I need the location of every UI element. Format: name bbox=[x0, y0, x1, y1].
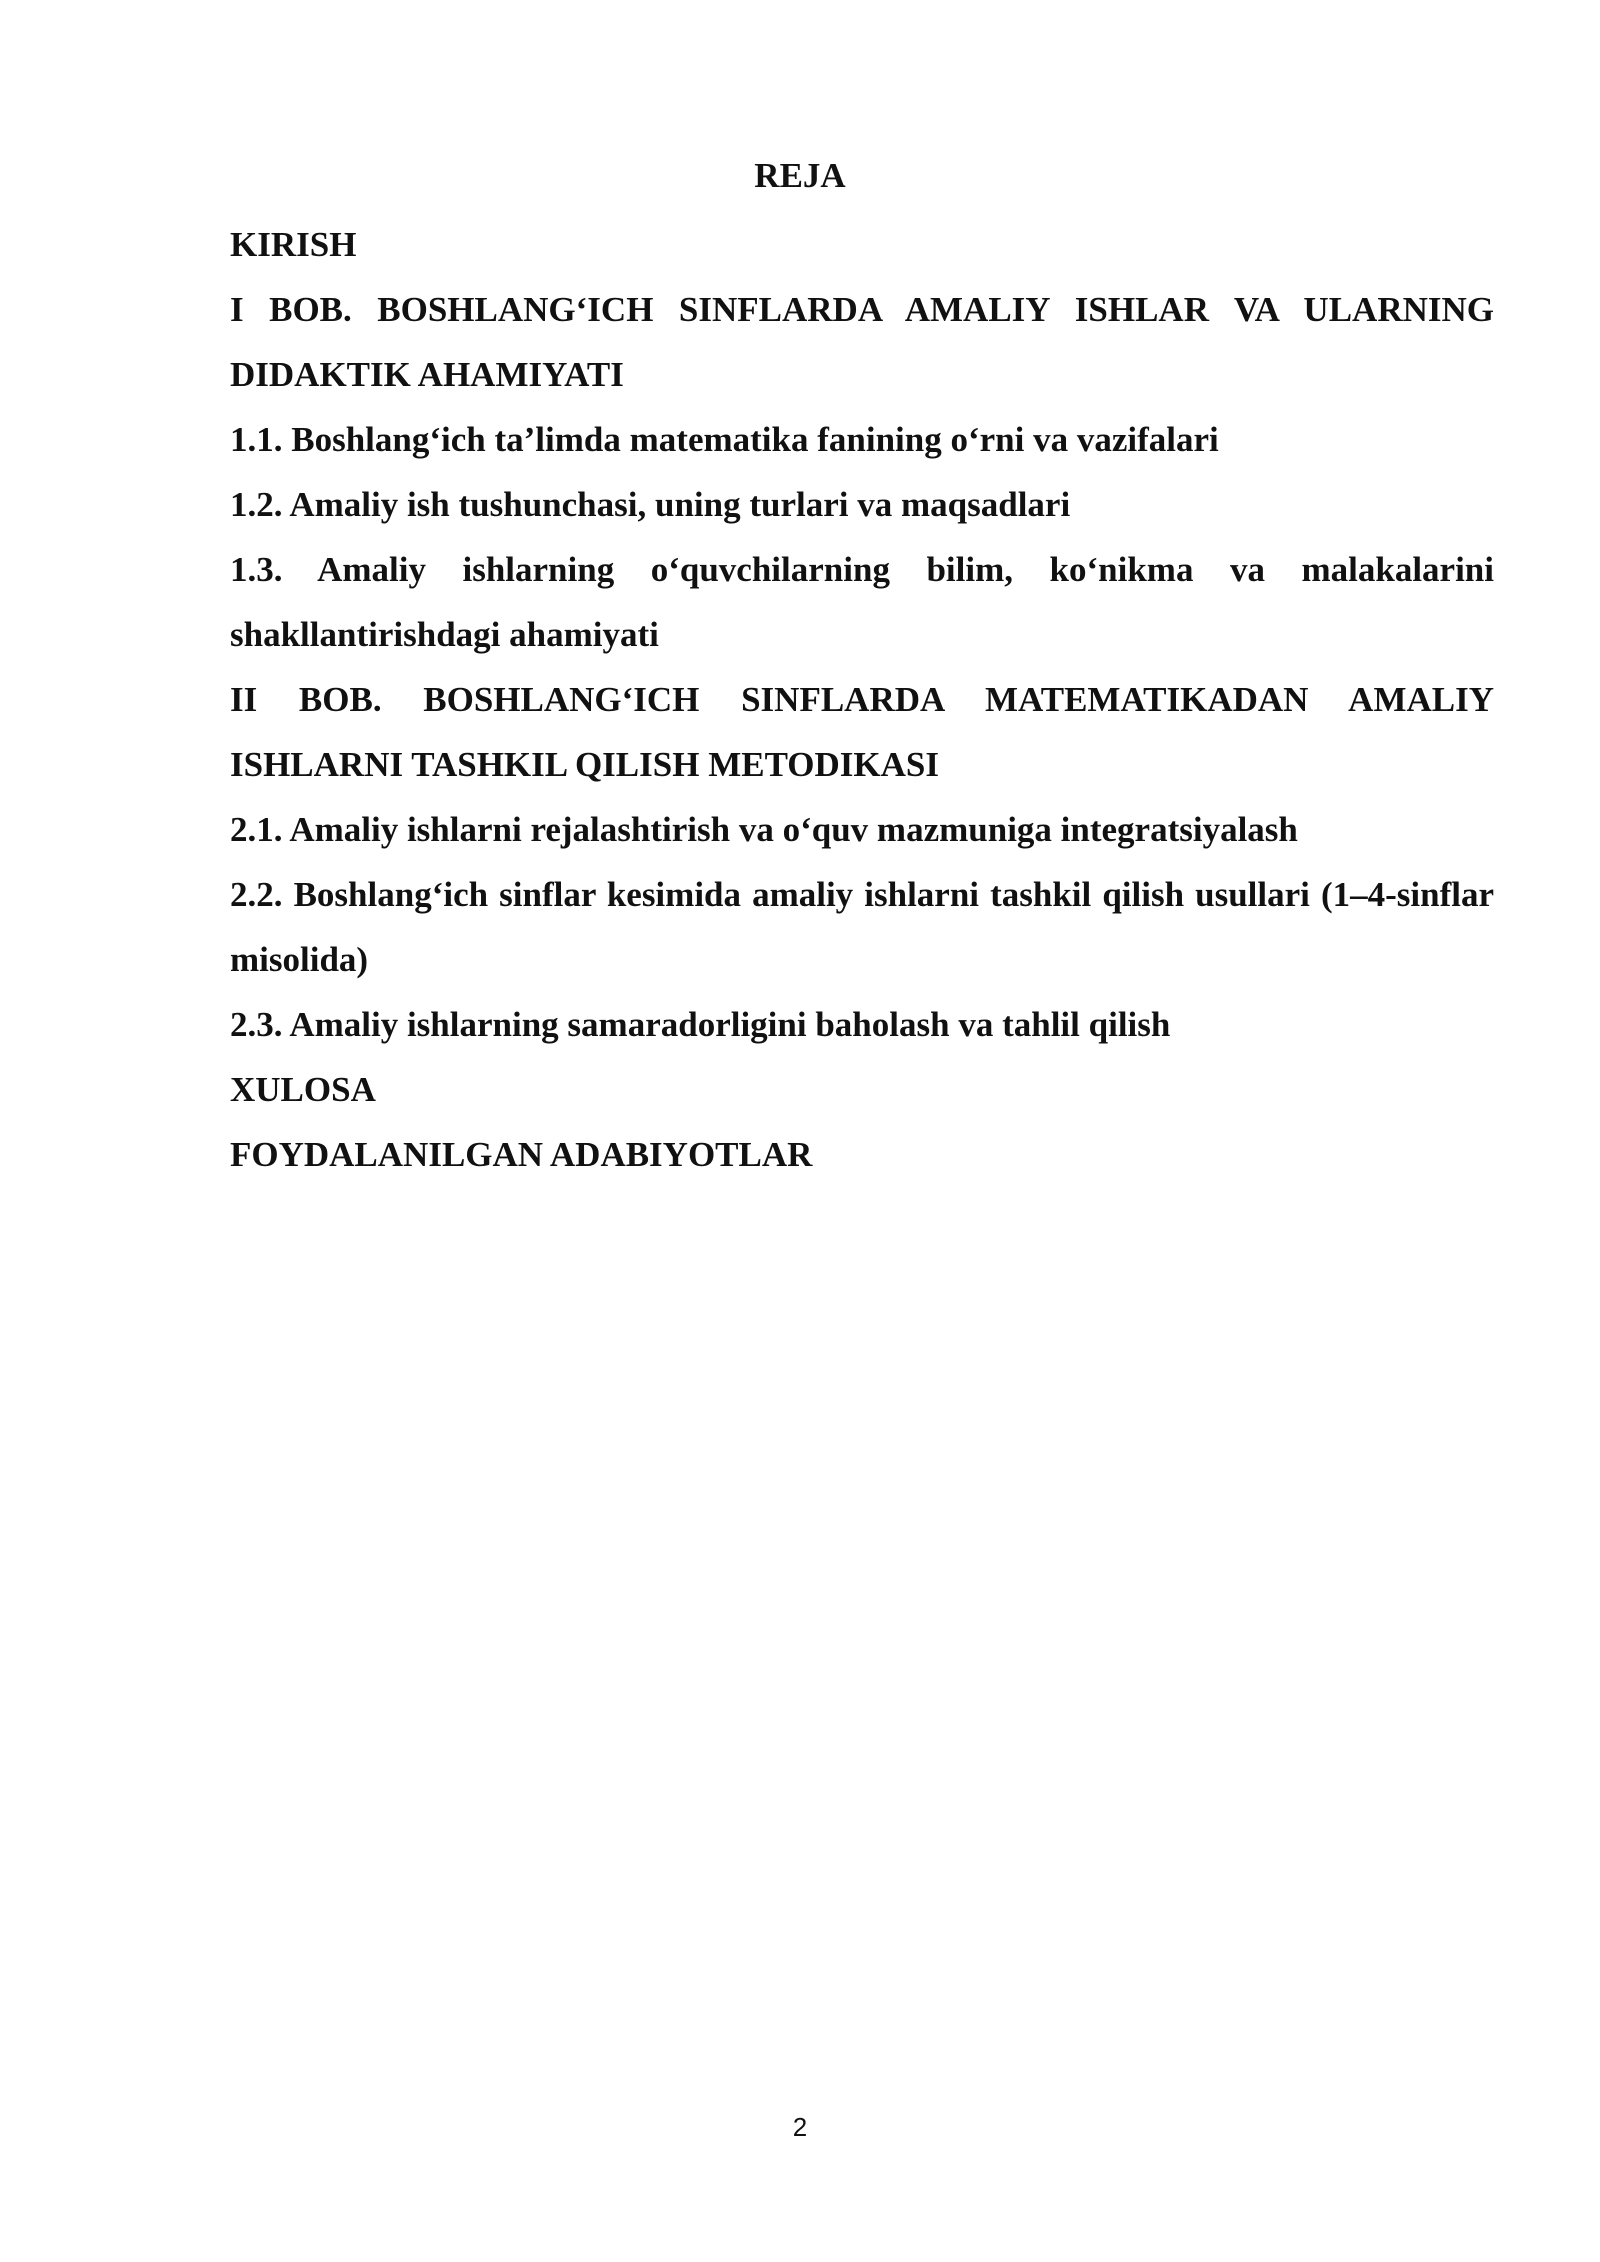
toc-item-section-2-3: 2.3. Amaliy ishlarning samaradorligini baholash va tahlil qilish bbox=[230, 1005, 1171, 1044]
toc-item-section-1-3: 1.3. Amaliy ishlarning o‘quvchilarning bilim, ko‘nikma va malakalarini shakllantirishdagi ahamiyati bbox=[230, 550, 1494, 654]
toc-item-section-2-1: 2.1. Amaliy ishlarni rejalashtirish va o‘quv mazmuniga integratsiyalash bbox=[230, 810, 1298, 849]
toc-item-introduction: KIRISH bbox=[230, 225, 357, 264]
toc-item-chapter-2: II BOB. BOSHLANG‘ICH SINFLARDA MATEMATIKADAN AMALIY ISHLARNI TASHKIL QILISH METODIKASI bbox=[230, 680, 1494, 784]
page-number: 2 bbox=[792, 2112, 808, 2142]
toc-item-conclusion: XULOSA bbox=[230, 1070, 376, 1109]
table-of-contents bbox=[230, 212, 1494, 1187]
toc-item-section-2-2: 2.2. Boshlang‘ich sinflar kesimida amaliy ishlarni tashkil qilish usullari (1–4-sinflar misolida) bbox=[230, 875, 1494, 979]
page-title: REJA bbox=[754, 156, 846, 195]
toc-item-section-1-2: 1.2. Amaliy ish tushunchasi, uning turlari va maqsadlari bbox=[230, 485, 1071, 524]
toc-item-chapter-1: I BOB. BOSHLANG‘ICH SINFLARDA AMALIY ISHLAR VA ULARNING DIDAKTIK AHAMIYATI bbox=[230, 290, 1494, 394]
toc-item-section-1-1: 1.1. Boshlang‘ich ta’limda matematika fanining o‘rni va vazifalari bbox=[230, 420, 1219, 459]
toc-item-references: FOYDALANILGAN ADABIYOTLAR bbox=[230, 1135, 813, 1174]
